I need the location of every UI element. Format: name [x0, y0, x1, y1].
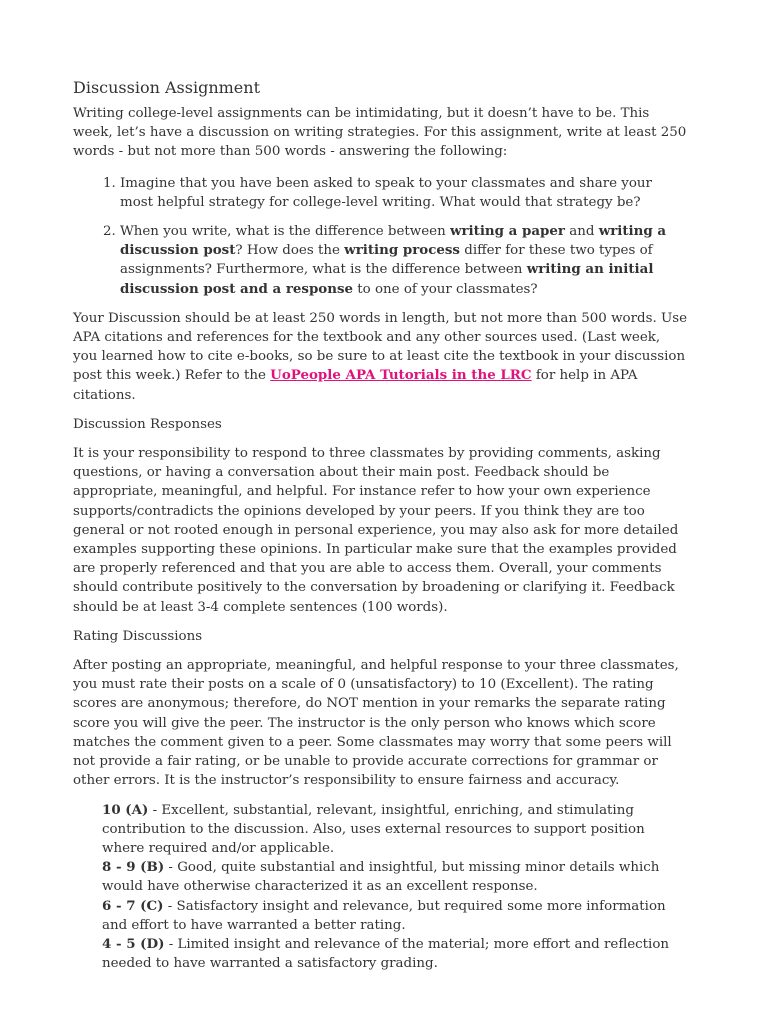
- apa-text-after: for help in APA citations.: [73, 368, 638, 403]
- rating-scale-item-a: [102, 801, 688, 859]
- rating-discussions-heading: Rating Discussions: [73, 628, 203, 644]
- rating-grade: 8 - 9 (B): [102, 859, 165, 876]
- discussion-responses-heading: Discussion Responses: [73, 416, 222, 432]
- rating-grade: 6 - 7 (C): [102, 897, 164, 914]
- question-2-text: and: [565, 224, 599, 240]
- question-2-bold-writing-paper: writing a paper: [449, 223, 565, 240]
- apa-paragraph: [73, 309, 688, 405]
- question-2-text: ? How does the: [235, 243, 345, 259]
- question-2-text: to one of your classmates?: [353, 281, 538, 297]
- rating-discussions-paragraph: After posting an appropriate, meaningful, and helpful response to your three classmates, you must rate their posts on a scale of 0 (unsatisfactory) to 10 (Excellent). The rating scores are anonymous; therefore, do NOT mention in your remarks the separate rating score you will give the peer. The instructor is the only person who knows which score matches the comment given to a peer. Some classmates may worry that some peers will not provide a fair rating, or be unable to provide accurate corrections for grammar or other errors. It is the instructor’s responsibility to ensure fairness and accuracy.: [73, 658, 679, 789]
- rating-scale-list: [73, 801, 688, 974]
- intro-paragraph: Writing college-level assignments can be intimidating, but it doesn’t have to be. This week, let’s have a discussion on writing strategies. For this assignment, write at least 250 words - but not more than 500 words - answering the following:: [73, 106, 687, 160]
- rating-description: - Good, quite substantial and insightful, but missing minor details which would have otherwise characterized it as an excellent response.: [102, 860, 660, 895]
- question-list: [73, 174, 688, 299]
- rating-grade: 4 - 5 (D): [102, 935, 165, 952]
- question-item-2: [120, 222, 688, 299]
- page-title: Discussion Assignment: [73, 78, 260, 97]
- rating-scale-item-d: [102, 935, 688, 973]
- rating-scale-item-c: [102, 897, 688, 935]
- rating-grade: 10 (A): [102, 801, 149, 818]
- question-2-bold-writing-process: writing process: [344, 242, 460, 259]
- rating-description: - Satisfactory insight and relevance, but required some more information and effort to have warranted a better rating.: [102, 898, 666, 933]
- rating-description: - Limited insight and relevance of the material; more effort and reflection needed to have warranted a satisfactory grading.: [102, 936, 670, 972]
- apa-text: Your Discussion should be at least 250 words in length, but not more than 500 words. Use APA citations and references for the textbook and any other sources used. (Last week, you learned how to cite e-books, so be sure to at least cite the textbook in your discussion post this week.) Refer to the: [73, 310, 688, 384]
- question-2-text: differ for these two types of assignments? Furthermore, what is the difference between: [120, 243, 653, 278]
- rating-scale-item-b: [102, 858, 688, 896]
- apa-tutorials-link[interactable]: UoPeople APA Tutorials in the LRC: [270, 367, 532, 384]
- question-2-text: When you write, what is the difference between: [120, 224, 450, 240]
- question-2-bold-initial-post-response: writing an initial discussion post and a response: [120, 261, 654, 297]
- question-item-1: [120, 174, 688, 212]
- discussion-responses-paragraph: It is your responsibility to respond to three classmates by providing comments, asking questions, or having a conversation about their main post. Feedback should be appropriate, meaningful, and helpful. For instance refer to how your own experience supports/contradicts the opinions developed by your peers. If you think they are too general or not rooted enough in personal experience, you may also ask for more detailed examples supporting these opinions. In particular make sure that the examples provided are properly referenced and that you are able to access them. Overall, your comments should contribute positively to the conversation by broadening or clarifying it. Feedback should be at least 3-4 complete sentences (100 words).: [73, 446, 679, 615]
- rating-description: - Excellent, substantial, relevant, insightful, enriching, and stimulating contribution to the discussion. Also, uses external resources to support position where required and/or applicable.: [102, 802, 645, 856]
- question-2-bold-discussion-post: writing a discussion post: [120, 223, 667, 259]
- question-1-text: Imagine that you have been asked to speak to your classmates and share your most helpful strategy for college-level writing. What would that strategy be?: [120, 175, 652, 210]
